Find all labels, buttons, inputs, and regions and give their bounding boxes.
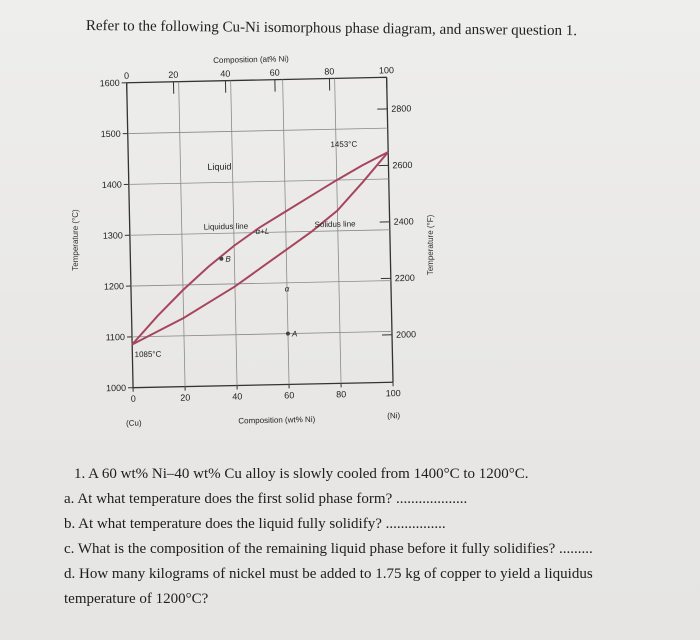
top-tick-label: 40 xyxy=(220,68,231,79)
data-point-label: B xyxy=(225,254,231,264)
x-tick-label: 20 xyxy=(180,392,191,403)
grid-line-horizontal xyxy=(129,179,389,184)
grid-line-horizontal xyxy=(131,281,391,286)
annotation-label: Liquidus line xyxy=(203,221,249,232)
annotation-label: Solidus line xyxy=(314,219,356,230)
right-tick-label: 2400 xyxy=(393,216,414,227)
x-tick-label: 100 xyxy=(385,388,401,399)
top-axis-label: Composition (at% Ni) xyxy=(213,54,289,65)
right-tick-label: 2000 xyxy=(395,329,417,340)
region-label: Liquid xyxy=(207,161,232,173)
x-tick-label: 0 xyxy=(130,393,136,404)
y-tick-label: 1000 xyxy=(105,382,127,394)
x-end-label-ni: (Ni) xyxy=(387,411,401,421)
solidus-line-curve xyxy=(128,152,392,345)
question-1a: a. At what temperature does the first solid phase form? ................... xyxy=(64,491,468,507)
question-1c: c. What is the composition of the remaining liquid phase before it fully solidifies? ......... xyxy=(64,541,593,557)
y-tick-label: 1400 xyxy=(101,179,122,190)
annotation-label: 1453°C xyxy=(330,139,358,150)
data-point-label: A xyxy=(291,329,298,339)
x-end-label-cu: (Cu) xyxy=(125,418,142,428)
y-axis-label-fahrenheit: Temperature (°F) xyxy=(426,214,435,276)
y-tick-label: 1200 xyxy=(103,281,125,292)
region-label: α+L xyxy=(255,226,270,237)
header-instruction: Refer to the following Cu-Ni isomorphous phase diagram, and answer question 1. xyxy=(85,18,578,40)
right-tick-label: 2200 xyxy=(394,272,415,284)
plot-axis-bottom xyxy=(133,382,393,387)
region-label: α xyxy=(284,284,290,294)
x-tick-label: 80 xyxy=(336,389,347,400)
top-tick-label: 60 xyxy=(269,67,280,78)
top-tick-label: 100 xyxy=(378,65,395,76)
right-tick-label: 2800 xyxy=(391,103,412,114)
grid-line-horizontal xyxy=(132,329,392,339)
top-tick-label: 0 xyxy=(123,70,130,81)
top-tick-label: 80 xyxy=(324,66,335,77)
x-tick-label: 60 xyxy=(284,390,295,401)
question-block xyxy=(64,462,674,612)
annotation-label: 1085°C xyxy=(134,349,162,360)
top-tick-label: 20 xyxy=(168,69,179,80)
right-tick-label: 2600 xyxy=(392,159,413,171)
question-1d-continued: temperature of 1200°C? xyxy=(64,591,209,607)
x-axis-label: Composition (wt% Ni) xyxy=(238,414,316,426)
y-tick-label: 1500 xyxy=(100,128,121,140)
y-tick-label: 1600 xyxy=(99,77,120,89)
question-1d: d. How many kilograms of nickel must be added to 1.75 kg of copper to yield a liquidus xyxy=(64,566,593,582)
data-point-a xyxy=(286,332,290,336)
y-tick-label: 1300 xyxy=(102,230,123,241)
grid-line-horizontal xyxy=(128,128,388,133)
question-1b: b. At what temperature does the liquid fully solidify? ................ xyxy=(64,516,446,532)
y-axis-label-celsius: Temperature (°C) xyxy=(71,209,80,271)
x-tick-label: 40 xyxy=(232,391,243,402)
y-tick-label: 1100 xyxy=(105,332,126,343)
plot-axis-top xyxy=(127,77,387,82)
liquidus-line-curve xyxy=(128,152,392,345)
question-1: 1. A 60 wt% Ni–40 wt% Cu alloy is slowly cooled from 1400°C to 1200°C. xyxy=(74,466,529,482)
